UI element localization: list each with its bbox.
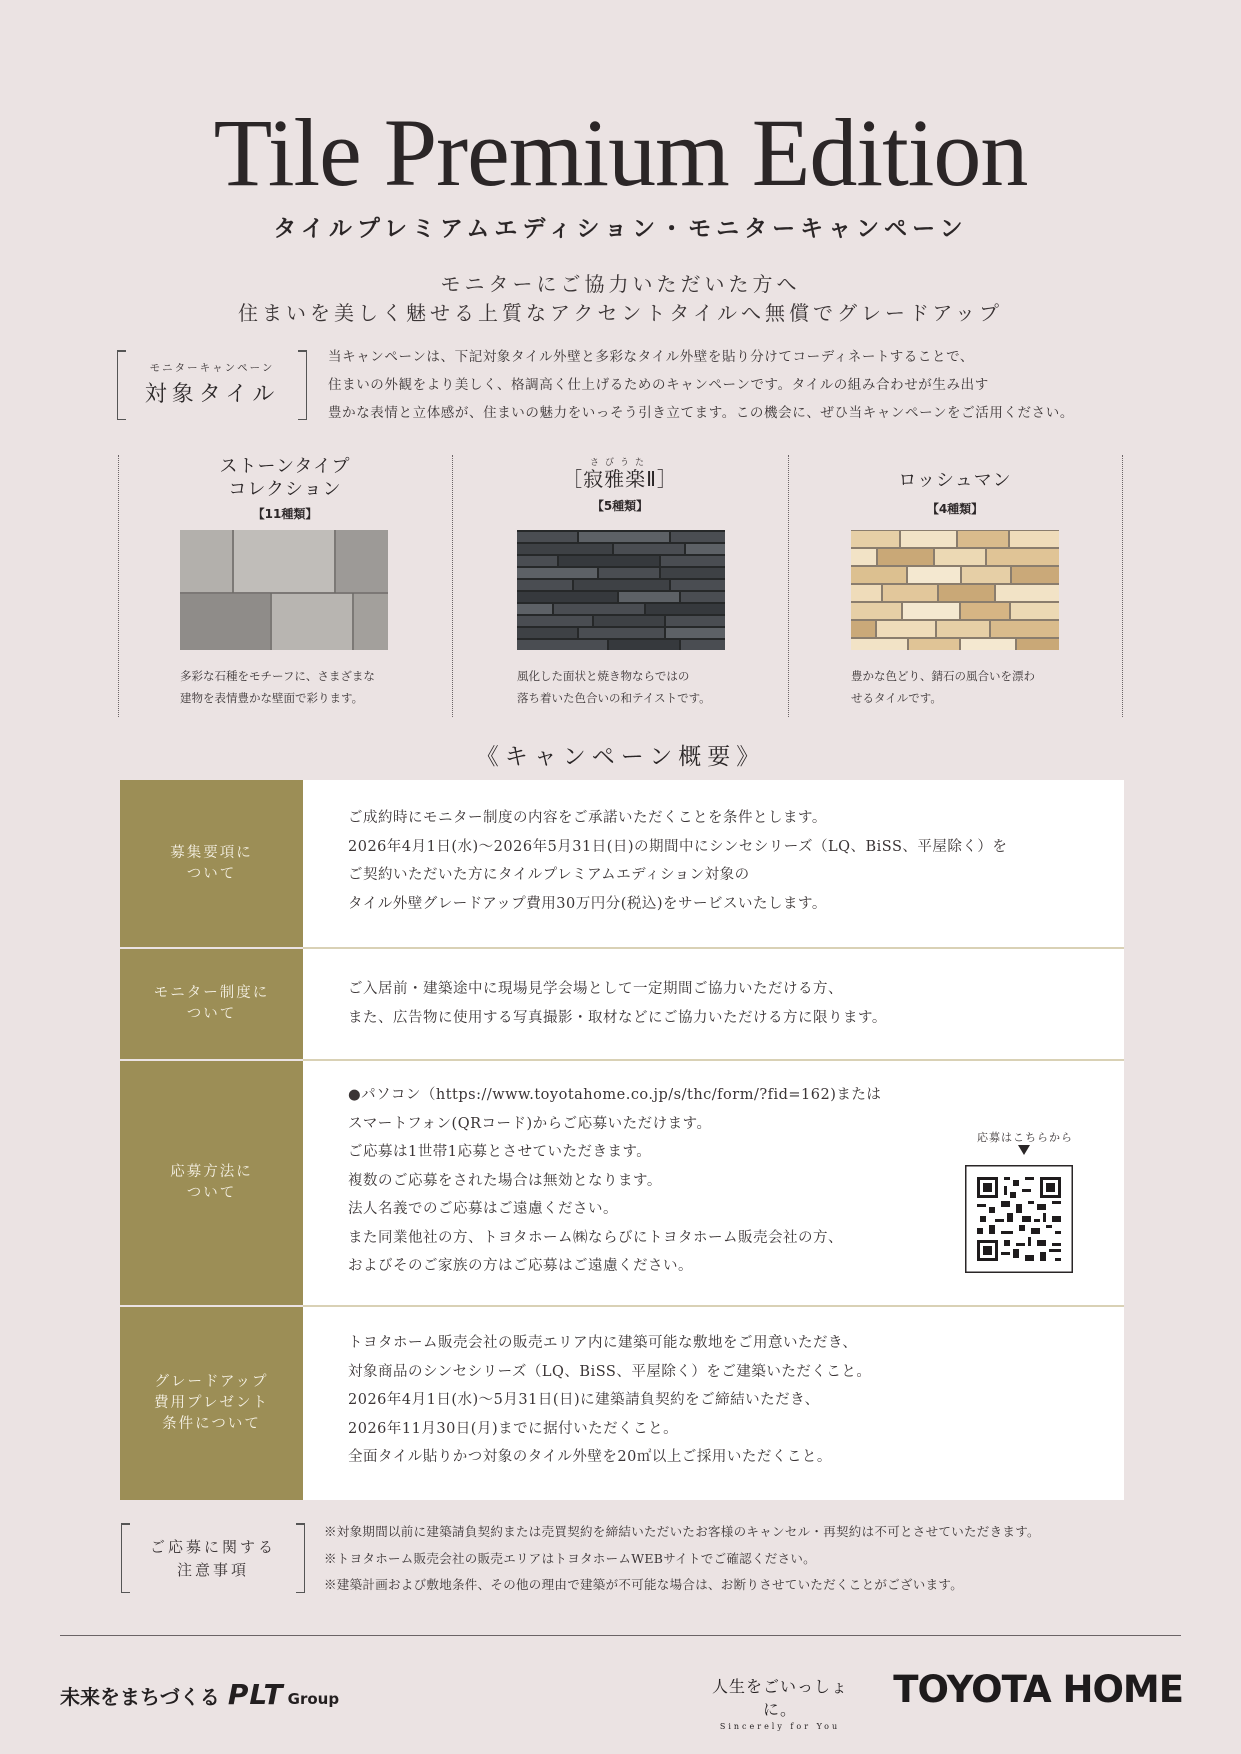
- overview-row-conditions: [120, 1307, 1124, 1500]
- notes-label-line: ご応募に関する: [149, 1538, 276, 1556]
- row-header-line: 条件について: [162, 1416, 261, 1432]
- tile-count: 【11種類】: [252, 507, 318, 521]
- row-line: また、広告物に使用する写真撮影・取材などにご協力いただける方に限ります。: [348, 1009, 887, 1026]
- roschmann-tile-swatch: [851, 530, 1059, 650]
- tagline-subtext: Sincerely for You: [719, 1722, 841, 1731]
- tile-name: ［寂雅楽Ⅱ］: [562, 467, 678, 491]
- row-line: 対象商品のシンセシリーズ（LQ、BiSS、平屋除く）をご建築いただくこと。: [348, 1363, 872, 1380]
- row-body: [348, 1081, 881, 1281]
- arrow-down-icon: [1018, 1145, 1030, 1155]
- qr-code[interactable]: [965, 1165, 1073, 1273]
- note-line: ※トヨタホーム販売会社の販売エリアはトヨタホームWEBサイトでご確認ください。: [324, 1550, 816, 1566]
- tile-name: ロッシュマン: [898, 470, 1012, 491]
- lead-line-1: モニターにご協力いただいた方へ: [440, 272, 801, 296]
- row-header: [120, 1061, 303, 1305]
- row-line: スマートフォン(QRコード)からご応募いただけます。: [348, 1115, 712, 1132]
- row-header-line: モニター制度に: [153, 985, 270, 1001]
- row-line: ご成約時にモニター制度の内容をご承諾いただくことを条件とします。: [348, 810, 827, 826]
- row-line: ご応募は1世帯1応募とさせていただきます。: [348, 1144, 652, 1160]
- tile-description-line: 落ち着いた色合いの和テイストです。: [517, 691, 711, 705]
- tile-name: コレクション: [228, 479, 342, 500]
- row-line: ご入居前・建築途中に現場見学会場として一定期間ご協力いただける方、: [348, 981, 843, 997]
- intro-line: 当キャンペーンは、下記対象タイル外壁と多彩なタイル外壁を貼り分けてコーディネートすることで、: [328, 349, 975, 365]
- qr-label: 応募はこちらから: [977, 1131, 1073, 1144]
- row-header-line: ついて: [186, 1185, 237, 1201]
- target-tile-label-large: 対象タイル: [144, 382, 280, 407]
- row-line: また同業他社の方、トヨタホーム㈱ならびにトヨタホーム販売会社の方、: [348, 1229, 843, 1246]
- column-divider: [788, 455, 789, 717]
- note-line: ※建築計画および敷地条件、その他の理由で建築が不可能な場合は、お断りさせていただくことがございます。: [324, 1577, 964, 1592]
- overview-heading: 《キャンペーン概要》: [475, 744, 766, 770]
- row-header-line: ついて: [186, 865, 237, 882]
- overview-row-application: [120, 1061, 1124, 1305]
- plt-tagline: 未来をまちづくる: [60, 1685, 220, 1709]
- tile-count: 【5種類】: [591, 499, 649, 513]
- row-header-line: 募集要項に: [170, 844, 253, 861]
- row-line: ●パソコン（https://www.toyotahome.co.jp/s/thc/form/?fid=162)または: [348, 1087, 882, 1103]
- row-header: [120, 1307, 303, 1500]
- row-header-line: グレードアップ: [154, 1374, 269, 1390]
- tile-description-line: 豊かな色どり、錆石の風合いを漂わ: [851, 669, 1035, 683]
- row-line: 複数のご応募をされた場合は無効となります。: [348, 1172, 662, 1189]
- row-line: 2026年11月30日(月)までに据付いただくこと。: [348, 1420, 679, 1437]
- row-line: およびそのご家族の方はご応募はご遠慮ください。: [348, 1258, 693, 1274]
- tile-description-line: 建物を表情豊かな壁面で彩ります。: [180, 691, 364, 705]
- row-header-line: 費用プレゼント: [154, 1395, 269, 1411]
- intro-text: [328, 343, 1128, 427]
- overview-row-monitor: [120, 949, 1124, 1059]
- row-line: 全面タイル貼りかつ対象のタイル外壁を20㎡以上ご採用いただくこと。: [348, 1449, 832, 1465]
- column-divider: [118, 455, 119, 717]
- notes-label: [121, 1523, 305, 1593]
- tile-description: [851, 665, 1071, 709]
- tile-ruby: さびうた: [589, 458, 650, 468]
- plt-group-logo: [60, 1678, 339, 1711]
- tile-description-line: 風化した面状と焼き物ならではの: [517, 669, 690, 683]
- tile-name: ストーンタイプ: [219, 456, 351, 477]
- sabiuta-tile-swatch: [517, 530, 725, 650]
- page-subtitle: タイルプレミアムエディション・モニターキャンペーン: [273, 216, 968, 242]
- note-line: ※対象期間以前に建築請負契約または売買契約を締結いただいたお客様のキャンセル・再契約は不可とさせていただきます。: [324, 1524, 1040, 1539]
- row-body: [348, 975, 887, 1032]
- intro-line: 住まいの外観をより美しく、格調高く仕上げるためのキャンペーンです。タイルの組み合わせが生み出す: [328, 377, 989, 393]
- tagline-text: 人生をごいっしょに。: [711, 1677, 848, 1719]
- notes-text: [324, 1519, 1144, 1599]
- tile-roschmann: [805, 455, 1105, 517]
- tile-description-line: せるタイルです。: [851, 691, 942, 705]
- row-header: [120, 780, 303, 947]
- toyota-home-tagline: [700, 1674, 860, 1731]
- stone-tile-swatch: [180, 530, 388, 650]
- intro-line: 豊かな表情と立体感が、住まいの魅力をいっそう引き立てます。この機会に、ぜひ当キャンペーンをご活用ください。: [328, 405, 1074, 421]
- toyota-home-logo: TOYOTA HOME: [893, 1668, 1183, 1711]
- tile-stone-collection: [135, 455, 435, 522]
- target-tile-label: [117, 350, 307, 420]
- tile-description-line: 多彩な石種をモチーフに、さまざまな: [180, 669, 375, 683]
- plt-logo-suffix: Group: [287, 1690, 340, 1708]
- row-line: トヨタホーム販売会社の販売エリア内に建築可能な敷地をご用意いただき、: [348, 1335, 858, 1351]
- row-line: タイル外壁グレードアップ費用30万円分(税込)をサービスいたします。: [348, 895, 827, 912]
- tile-sabiuta: [470, 455, 770, 514]
- row-header-line: 応募方法に: [170, 1164, 253, 1180]
- row-body: [348, 1329, 871, 1472]
- target-tile-label-small: モニターキャンペーン: [149, 362, 275, 374]
- row-line: 2026年4月1日(水)～5月31日(日)に建築請負契約をご締結いただき、: [348, 1392, 820, 1408]
- overview-row-recruitment: [120, 780, 1124, 947]
- row-body: [348, 804, 1007, 918]
- row-line: 法人名義でのご応募はご遠慮ください。: [348, 1201, 618, 1217]
- notes-label-line: 注意事項: [176, 1561, 249, 1579]
- lead-line-2: 住まいを美しく魅せる上質なアクセントタイルへ無償でグレードアップ: [238, 301, 1003, 325]
- page-title: Tile Premium Edition: [213, 99, 1028, 206]
- tile-description: [180, 665, 400, 709]
- row-header: [120, 949, 303, 1059]
- column-divider: [452, 455, 453, 717]
- row-line: ご契約いただいた方にタイルプレミアムエディション対象の: [348, 867, 750, 883]
- footer-divider: [60, 1635, 1181, 1636]
- tile-description: [517, 665, 737, 709]
- tile-count: 【4種類】: [926, 502, 984, 516]
- column-divider: [1122, 455, 1123, 717]
- row-header-line: ついて: [186, 1006, 237, 1022]
- row-line: 2026年4月1日(水)～2026年5月31日(日)の期間中にシンセシリーズ（LQ、BiSS、平屋除く）を: [348, 838, 1008, 855]
- plt-logo-text: PLT: [227, 1678, 284, 1711]
